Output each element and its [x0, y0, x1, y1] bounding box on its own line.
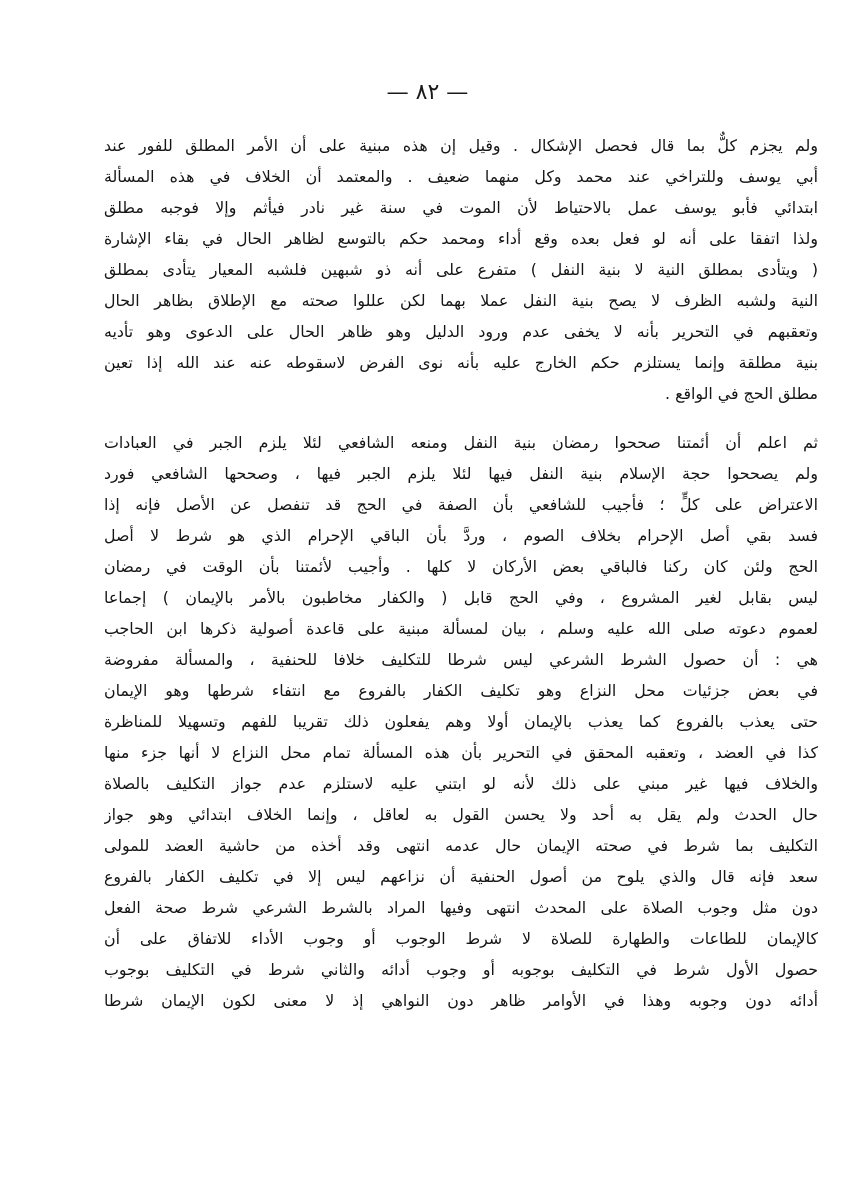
paragraph: [104, 130, 818, 409]
text-line: الاعتراض على كلٍّ ؛ فأجيب للشافعي بأن الصفة في الحج قد تنفصل عن الأصل فإنه إذا: [104, 495, 818, 514]
text-line: سعد فإنه قال والذي يلوح من أصول الحنفية أن نزاعهم ليس إلا في تكليف الكفار بالفروع: [104, 867, 818, 886]
text-line: ( ويتأدى بمطلق النية لا بنية النفل ) متفرع على أنه ذو شبهين فلشبه المعيار يتأدى بمطلق: [104, 260, 818, 279]
text-line: فسد بقي أصل الإحرام بخلاف الصوم ، وردَّ بأن الباقي الإحرام الذي هو شرط لا أصل: [104, 526, 818, 545]
text-line: حصول الأول شرط في التكليف بوجوبه أو وجوب أدائه والثاني شرط في التكليف بوجوب: [104, 960, 818, 979]
text-line: وتعقبهم في التحرير بأنه لا يخفى عدم ورود الدليل وهو ظاهر الحال على الدعوى وهو تأديه: [104, 322, 818, 341]
text-line: التكليف بما شرط في صحته الإيمان حال عدمه انتهى وقد أخذه من حاشية العضد للمولى: [104, 836, 818, 855]
text-line: ليس بقابل لغير المشروع ، وفي الحج قابل ( والكفار مخاطبون بالأمر بالإيمان ) إجماعا: [104, 588, 818, 607]
text-line: دون مثل وجوب الصلاة على المحدث انتهى وفيها المراد بالشرط الشرعي شرط صحة الفعل: [104, 898, 818, 917]
text-line: النية ولشبه الظرف لا يصح بنية النفل عملا بهما لكن عللوا صحته مع الإطلاق بظاهر الحال: [104, 291, 818, 310]
text-line: والخلاف فيها غير مبني على ذلك لأنه لو ابتني عليه لاستلزم عدم جواز التكليف بالصلاة: [104, 774, 818, 793]
paragraph: [104, 427, 818, 1016]
page-number: — ٨٢ —: [386, 80, 469, 105]
text-line: في بعض جزئيات محل النزاع وهو تكليف الكفار بالفروع مع انتفاء شرطها وهو الإيمان: [104, 681, 818, 700]
text-line: حتى يعذب بالفروع كما يعذب بالإيمان أولا وهم يفعلون ذلك تقريبا للفهم وتسهيلا للمناظرة: [104, 712, 818, 731]
text-line: كذا في العضد ، وتعقبه المحقق في التحرير بأن هذه المسألة تمام محل النزاع لا أنها جزء منها: [104, 743, 818, 762]
text-line: مطلق الحج في الواقع .: [665, 384, 818, 403]
text-line: حال الحدث ولم يقل به أحد ولا يحسن القول به لعاقل ، وإنما الخلاف ابتدائي وهو جواز: [104, 805, 818, 824]
text-line: الحج ولئن كان ركنا فالباقي بعض الأركان لا كلها . وأجيب لأئمتنا بأن الوقت في رمضان: [104, 557, 818, 576]
text-line: ولم يجزم كلٌّ بما قال فحصل الإشكال . وقيل إن هذه مبنية على أن الأمر المطلق للفور عند: [104, 136, 818, 155]
text-line: لعموم دعوته صلى الله عليه وسلم ، بيان لمسألة مبنية على قاعدة أصولية ذكرها ابن الحاجب: [104, 619, 818, 638]
text-line: أدائه دون وجوبه وهذا في الأوامر ظاهر دون النواهي إذ لا معنى لكون الإيمان شرطا: [104, 991, 818, 1010]
text-line: ولذا اتفقا على أنه لو فعل بعده وقع أداء ومحمد حكم بالتوسع لظاهر الحال في بقاء الإشارة: [104, 229, 818, 248]
text-line: هي : أن حصول الشرط الشرعي ليس شرطا للتكليف خلافا للحنفية ، والمسألة مفروضة: [104, 650, 818, 669]
text-line: ابتدائي فأبو يوسف عمل بالاحتياط لأن الموت في سنة غير نادر فيأثم وإلا فوجبه مطلق: [104, 198, 818, 217]
body-text: [104, 130, 818, 1016]
text-line: كالإيمان للطاعات والطهارة للصلاة لا شرط الوجوب أو وجوب الأداء للاتفاق على أن: [104, 929, 818, 948]
text-line: أبي يوسف وللتراخي عند محمد وكل منهما ضعيف . والمعتمد أن الخلاف في هذه المسألة: [104, 167, 818, 186]
text-line: بنية مطلقة وإنما يستلزم حكم الخارج عليه بأنه نوى الفرض لاسقوطه عنه عند الله إذا تعين: [104, 353, 818, 372]
text-line: ولم يصححوا حجة الإسلام بنية النفل فيها لئلا يلزم الجبر فيها ، وصححها الشافعي فورد: [104, 464, 818, 483]
text-line: ثم اعلم أن أئمتنا صححوا رمضان بنية النفل ومنعه الشافعي لئلا يلزم الجبر في العبادات: [104, 433, 818, 452]
